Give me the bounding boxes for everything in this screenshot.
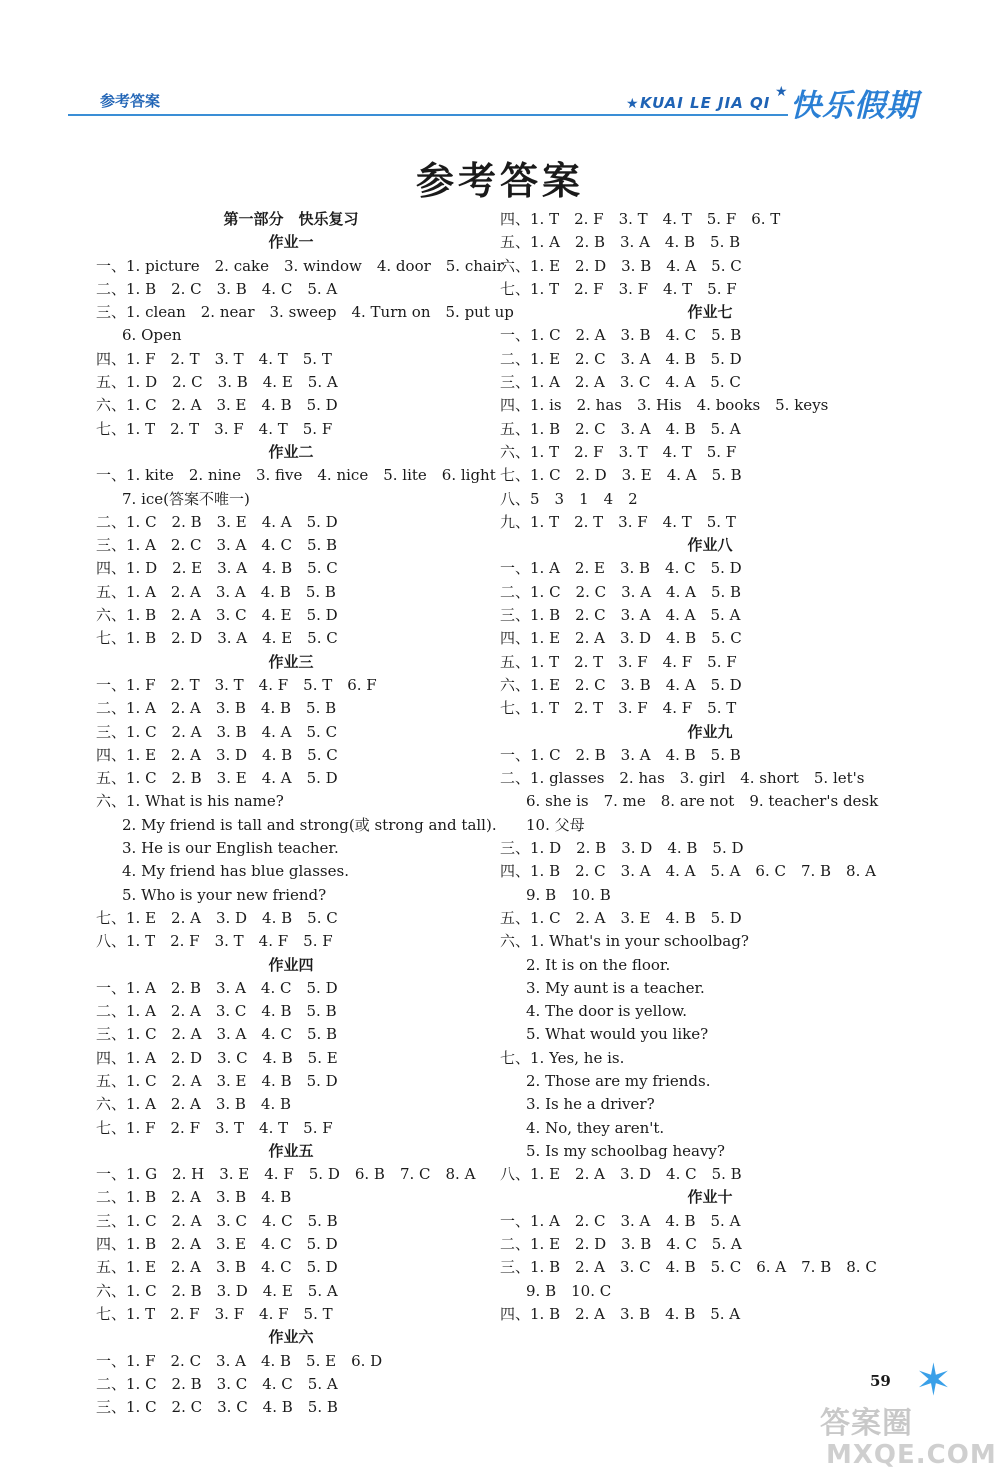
answer-line: 6. Open <box>122 326 182 345</box>
answer-line: 5. Who is your new friend? <box>122 885 327 904</box>
answer-line: 七、1. F 2. F 3. T 4. T 5. F <box>96 1118 333 1137</box>
answer-line: 一、1. A 2. B 3. A 4. C 5. D <box>96 978 338 997</box>
answer-line: 五、1. B 2. C 3. A 4. B 5. A <box>500 419 741 438</box>
answer-line: 六、1. A 2. A 3. B 4. B <box>96 1095 292 1114</box>
answer-line: 一、1. C 2. B 3. A 4. B 5. B <box>500 745 741 764</box>
answer-line: 七、1. B 2. D 3. A 4. E 5. C <box>96 629 338 648</box>
answer-line: 一、1. F 2. T 3. T 4. F 5. T 6. F <box>96 675 377 694</box>
answer-line: 三、1. C 2. A 3. C 4. C 5. B <box>96 1211 338 1230</box>
answer-line: 五、1. A 2. B 3. A 4. B 5. B <box>500 233 741 252</box>
answer-line: 二、1. C 2. C 3. A 4. A 5. B <box>500 582 742 601</box>
answer-line: 三、1. C 2. C 3. C 4. B 5. B <box>96 1398 338 1417</box>
answer-line: 5. What would you like? <box>526 1025 709 1044</box>
answer-line: 五、1. D 2. C 3. B 4. E 5. A <box>96 373 338 392</box>
answer-line: 一、1. G 2. H 3. E 4. F 5. D 6. B 7. C 8. A <box>96 1165 476 1184</box>
sparkle-icon: ✶ <box>915 1355 952 1406</box>
answer-line: 五、1. E 2. A 3. B 4. C 5. D <box>96 1258 338 1277</box>
answer-line: 4. The door is yellow. <box>526 1002 688 1021</box>
answer-line: 六、1. What's in your schoolbag? <box>500 932 749 951</box>
answer-line: 二、1. glasses 2. has 3. girl 4. short 5. let's <box>500 769 865 788</box>
answer-line: 五、1. A 2. A 3. A 4. B 5. B <box>96 582 336 601</box>
answer-line: 二、1. B 2. A 3. B 4. B <box>96 1188 292 1207</box>
star-icon: ★ <box>775 84 788 100</box>
answer-line: 三、1. A 2. C 3. A 4. C 5. B <box>96 536 338 555</box>
answers-column-left <box>96 208 514 1419</box>
answer-line: 一、1. picture 2. cake 3. window 4. door 5. chair <box>96 256 504 275</box>
answer-line: 9. B 10. B <box>526 885 611 904</box>
answer-line: 四、1. D 2. E 3. A 4. B 5. C <box>96 559 338 578</box>
answer-line: 三、1. C 2. A 3. A 4. C 5. B <box>96 1025 338 1044</box>
watermark-url: MXQE.COM <box>826 1440 997 1470</box>
answer-line: 八、5 3 1 4 2 <box>500 489 638 508</box>
answer-line: 四、1. E 2. A 3. D 4. B 5. C <box>500 629 742 648</box>
answer-line: 3. My aunt is a teacher. <box>526 978 705 997</box>
answer-line: 二、1. A 2. A 3. B 4. B 5. B <box>96 699 337 718</box>
answer-line: 六、1. C 2. B 3. D 4. E 5. A <box>96 1281 338 1300</box>
answer-line: 七、1. T 2. T 3. F 4. T 5. F <box>96 419 333 438</box>
section-heading: 作业三 <box>268 652 314 671</box>
answer-line: 五、1. C 2. A 3. E 4. B 5. D <box>500 908 742 927</box>
answer-line: 4. My friend has blue glasses. <box>122 862 349 881</box>
answer-line: 2. My friend is tall and strong(或 strong and tall). <box>122 815 497 834</box>
answer-line: 四、1. T 2. F 3. T 4. T 5. F 6. T <box>500 210 781 228</box>
answer-line: 九、1. T 2. T 3. F 4. T 5. T <box>500 512 736 531</box>
answer-line: 一、1. C 2. A 3. B 4. C 5. B <box>500 326 742 345</box>
answer-line: 一、1. F 2. C 3. A 4. B 5. E 6. D <box>96 1351 383 1370</box>
section-heading: 作业四 <box>268 955 314 974</box>
answer-line: 七、1. E 2. A 3. D 4. B 5. C <box>96 908 338 927</box>
answer-line: 二、1. B 2. C 3. B 4. C 5. A <box>96 279 338 298</box>
answer-line: 八、1. E 2. A 3. D 4. C 5. B <box>500 1165 742 1184</box>
answer-line: 四、1. F 2. T 3. T 4. T 5. T <box>96 349 332 368</box>
section-heading: 作业八 <box>687 536 733 555</box>
answer-line: 二、1. C 2. B 3. C 4. C 5. A <box>96 1374 338 1393</box>
answer-line: 四、1. B 2. C 3. A 4. A 5. A 6. C 7. B 8. A <box>500 862 876 881</box>
answer-line: 二、1. E 2. C 3. A 4. B 5. D <box>500 349 742 368</box>
answer-line: 四、1. is 2. has 3. His 4. books 5. keys <box>500 396 829 415</box>
watermark-logo: 答案圈 <box>820 1406 913 1441</box>
answer-line: 二、1. C 2. B 3. E 4. A 5. D <box>96 512 338 531</box>
star-icon: ★ <box>626 96 639 112</box>
page-header <box>0 0 1000 130</box>
answer-line: 六、1. C 2. A 3. E 4. B 5. D <box>96 396 338 415</box>
series-logo: 快乐假期 <box>790 88 918 124</box>
answer-line: 八、1. T 2. F 3. T 4. F 5. F <box>96 932 333 951</box>
answer-line: 一、1. A 2. E 3. B 4. C 5. D <box>500 559 742 578</box>
answer-line: 七、1. T 2. T 3. F 4. F 5. T <box>500 699 737 718</box>
section-heading: 作业六 <box>268 1328 314 1347</box>
answer-line: 三、1. A 2. A 3. C 4. A 5. C <box>500 373 741 392</box>
answer-line: 六、1. What is his name? <box>96 792 284 811</box>
answer-line: 七、1. Yes, he is. <box>500 1048 625 1067</box>
header-rule <box>68 114 788 116</box>
answer-line: 一、1. kite 2. nine 3. five 4. nice 5. lite 6. light <box>96 466 496 485</box>
answer-line: 六、1. E 2. D 3. B 4. A 5. C <box>500 256 742 275</box>
answer-line: 6. she is 7. me 8. are not 9. teacher's desk <box>526 792 879 811</box>
answer-line: 2. Those are my friends. <box>526 1071 711 1090</box>
answer-line: 四、1. E 2. A 3. D 4. B 5. C <box>96 745 338 764</box>
answer-line: 五、1. T 2. T 3. F 4. F 5. F <box>500 652 737 671</box>
page-title: 参考答案 <box>415 159 584 203</box>
section-heading: 作业九 <box>687 722 733 741</box>
answer-line: 3. Is he a driver? <box>526 1095 655 1114</box>
answer-line: 六、1. E 2. C 3. B 4. A 5. D <box>500 675 742 694</box>
answer-line: 六、1. B 2. A 3. C 4. E 5. D <box>96 606 338 625</box>
answer-line: 四、1. A 2. D 3. C 4. B 5. E <box>96 1048 338 1067</box>
answer-line: 9. B 10. C <box>526 1281 612 1300</box>
section-heading: 作业一 <box>268 233 314 252</box>
section-heading: 作业二 <box>268 442 314 461</box>
page-number: 59 <box>870 1372 891 1390</box>
section-heading: 第一部分 快乐复习 <box>223 210 359 228</box>
section-heading: 作业十 <box>687 1188 733 1207</box>
answer-line: 四、1. B 2. A 3. B 4. B 5. A <box>500 1304 741 1323</box>
answer-line: 三、1. B 2. C 3. A 4. A 5. A <box>500 606 741 625</box>
answer-line: 三、1. clean 2. near 3. sweep 4. Turn on 5. put up <box>96 303 514 322</box>
header-section-label: 参考答案 <box>100 92 161 110</box>
answer-line: 2. It is on the floor. <box>526 955 671 974</box>
answer-line: 四、1. B 2. A 3. E 4. C 5. D <box>96 1235 338 1254</box>
answer-line: 七、1. T 2. F 3. F 4. F 5. T <box>96 1304 333 1323</box>
answer-line: 三、1. B 2. A 3. C 4. B 5. C 6. A 7. B 8. C <box>500 1258 877 1277</box>
answer-line: 三、1. C 2. A 3. B 4. A 5. C <box>96 722 338 741</box>
section-heading: 作业五 <box>268 1141 314 1160</box>
answer-line: 五、1. C 2. B 3. E 4. A 5. D <box>96 769 338 788</box>
header-pinyin-text: KUAI LE JIA QI <box>640 94 771 112</box>
answer-line: 三、1. D 2. B 3. D 4. B 5. D <box>500 839 744 858</box>
answer-line: 7. ice(答案不唯一) <box>122 489 250 508</box>
answer-line: 二、1. A 2. A 3. C 4. B 5. B <box>96 1002 337 1021</box>
answer-line: 10. 父母 <box>526 815 585 834</box>
answer-line: 3. He is our English teacher. <box>122 839 339 858</box>
answer-line: 4. No, they aren't. <box>526 1118 665 1137</box>
answer-line: 一、1. A 2. C 3. A 4. B 5. A <box>500 1211 741 1230</box>
answer-line: 六、1. T 2. F 3. T 4. T 5. F <box>500 442 737 461</box>
section-heading: 作业七 <box>687 303 733 322</box>
answer-line: 五、1. C 2. A 3. E 4. B 5. D <box>96 1071 338 1090</box>
answer-line: 5. Is my schoolbag heavy? <box>526 1141 725 1160</box>
answer-line: 七、1. T 2. F 3. F 4. T 5. F <box>500 279 737 298</box>
answer-line: 二、1. E 2. D 3. B 4. C 5. A <box>500 1235 742 1254</box>
answer-line: 七、1. C 2. D 3. E 4. A 5. B <box>500 466 742 485</box>
answers-column-right <box>500 208 920 1326</box>
